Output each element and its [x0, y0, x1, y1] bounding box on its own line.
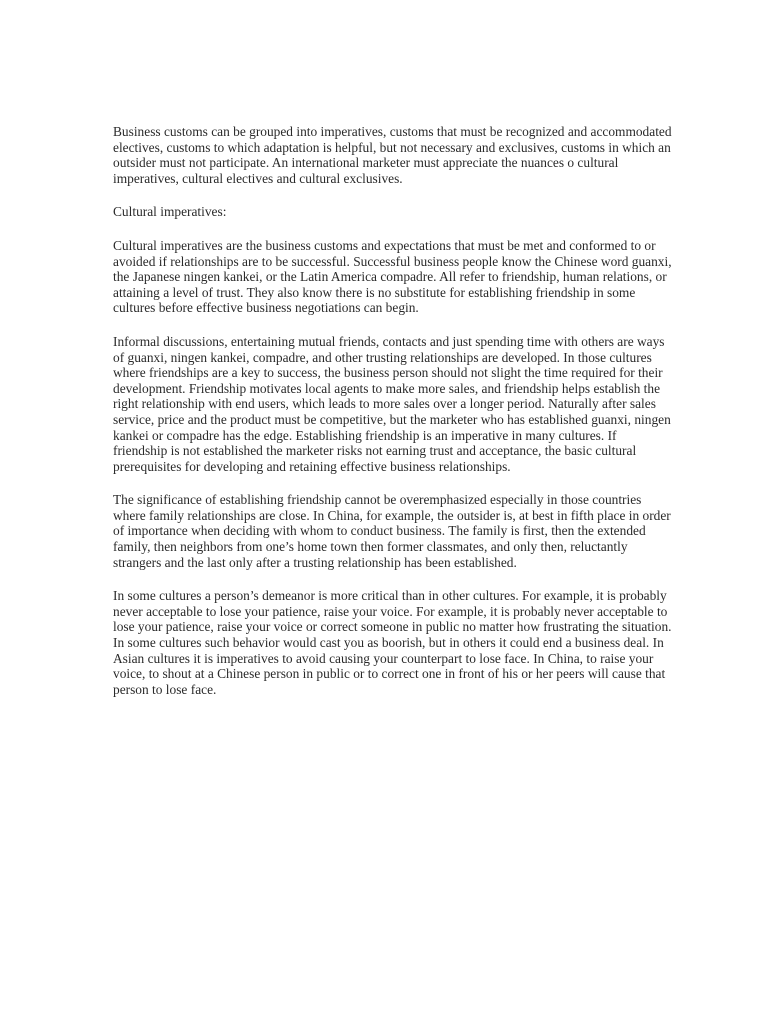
section-heading-cultural-imperatives: Cultural imperatives:	[113, 204, 227, 220]
paragraph-intro: Business customs can be grouped into imperatives, customs that must be recognized and accommodated electives, customs to which adaptation is helpful, but not necessary and exclusives, customs in which an outsider must not participate. An international marketer must appreciate the nuances o cultural imperatives, cultural electives and cultural exclusives.	[113, 124, 672, 186]
document-body	[113, 124, 673, 715]
paragraph-cultural-imperatives-definition: Cultural imperatives are the business customs and expectations that must be met and conformed to or avoided if relationships are to be successful. Successful business people know the Chinese word guanxi, the Japanese ningen kankei, or the Latin America compadre. All refer to friendship, human relations, or attaining a level of trust. They also know there is no substitute for establishing friendship in some cultures before effective business negotiations can begin.	[113, 237, 672, 316]
paragraph-significance-of-friendship: The significance of establishing friendship cannot be overemphasized especially in those countries where family relationships are close. In China, for example, the outsider is, at best in fifth place in order of importance when deciding with whom to conduct business. The family is first, then the extended family, then neighbors from one’s home town then former classmates, and only then, reluctantly strangers and the last only after a trusting relationship has been established.	[113, 492, 671, 570]
paragraph-informal-discussions: Informal discussions, entertaining mutual friends, contacts and just spending time with others are ways of guanxi, ningen kankei, compadre, and other trusting relationships are developed. In those cultures where friendships are a key to success, the business person should not slight the time required for their development. Friendship motivates local agents to make more sales, and friendship helps establish the right relationship with end users, which leads to more sales over a longer period. Naturally after sales service, price and the product must be competitive, but the marketer who has established guanxi, ningen kankei or compadre has the edge. Establishing friendship is an imperative in many cultures. If friendship is not established the marketer risks not earning trust and acceptance, the basic cultural prerequisites for developing and retaining effective business relationships.	[113, 333, 671, 474]
paragraph-demeanor: In some cultures a person’s demeanor is more critical than in other cultures. For example, it is probably never acceptable to lose your patience, raise your voice. For example, it is probably never acceptable to lose your patience, raise your voice or correct someone in public no matter how frustrating the situation. In some cultures such behavior would cast you as boorish, but in others it could end a business deal. In Asian cultures it is imperatives to avoid causing your counterpart to lose face. In China, to raise your voice, to shout at a Chinese person in public or to correct one in front of his or her peers will cause that person to lose face.	[113, 588, 672, 697]
